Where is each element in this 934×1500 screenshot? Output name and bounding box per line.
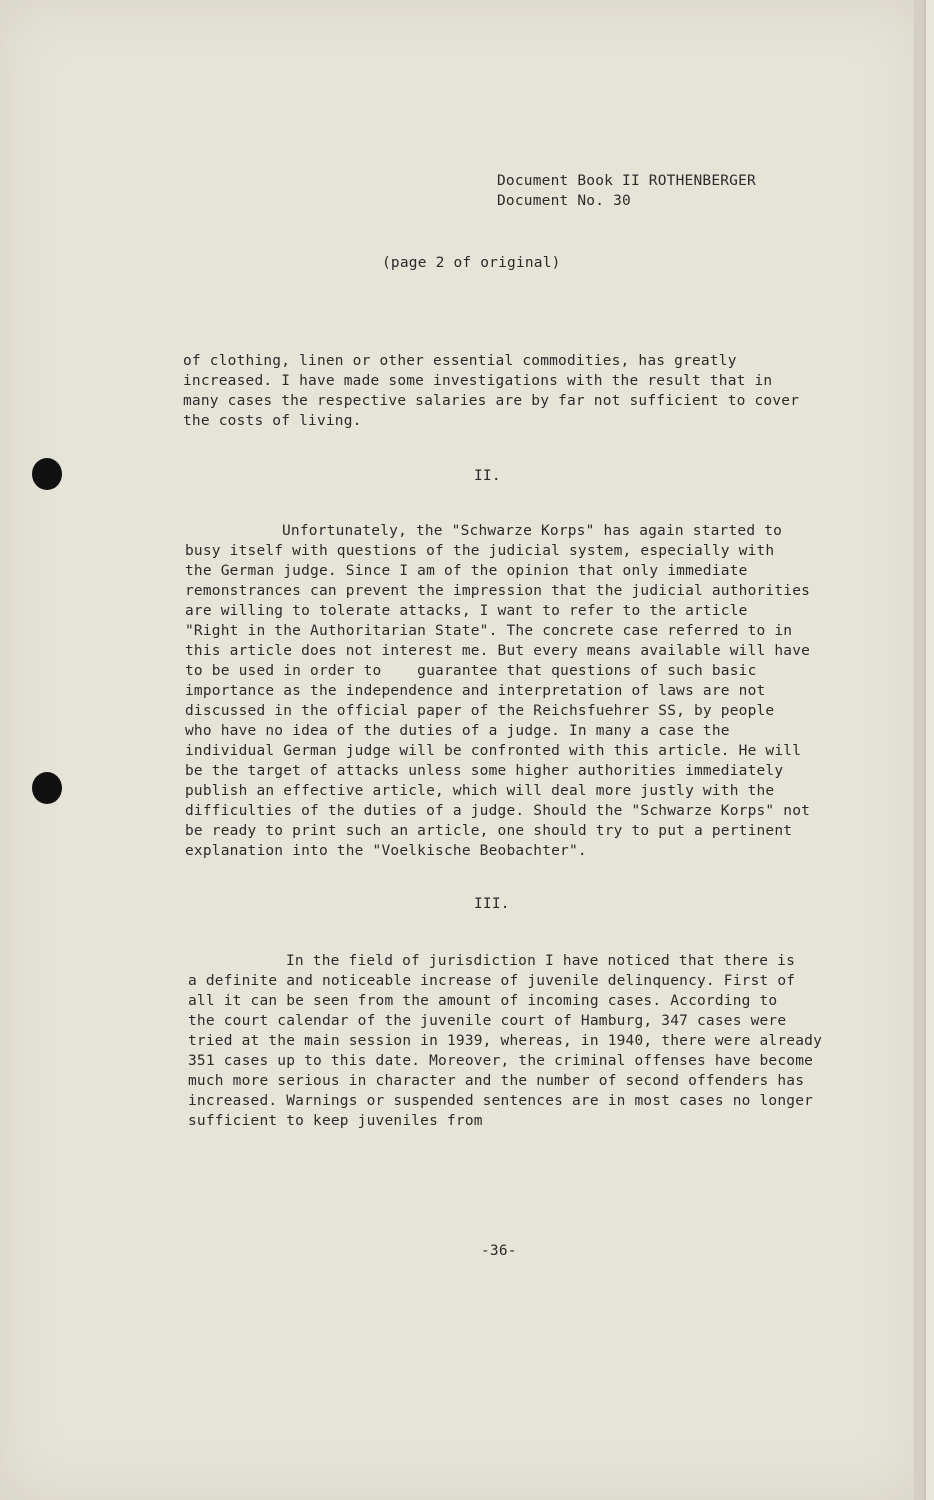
- section3-line: tried at the main session in 1939, whereas, in 1940, there were already: [188, 1033, 823, 1049]
- section3-line: In the field of jurisdiction I have noticed that there is: [286, 953, 795, 969]
- section2-line: publish an effective article, which will deal more justly with the: [185, 783, 775, 799]
- section2-line: who have no idea of the duties of a judge. In many a case the: [185, 723, 730, 739]
- section2-line: be the target of attacks unless some higher authorities immediately: [185, 763, 784, 779]
- document-number-label: Document No. 30: [497, 193, 631, 209]
- section3-line: all it can be seen from the amount of incoming cases. According to: [188, 993, 778, 1009]
- section2-line: are willing to tolerate attacks, I want to refer to the article: [185, 603, 748, 619]
- section2-line: difficulties of the duties of a judge. Should the "Schwarze Korps" not: [185, 803, 811, 819]
- section2-line: importance as the independence and interpretation of laws are not: [185, 683, 766, 699]
- intro-line: of clothing, linen or other essential commodities, has greatly: [183, 353, 737, 369]
- section3-line: increased. Warnings or suspended sentences are in most cases no longer: [188, 1093, 814, 1109]
- section3-line: 351 cases up to this date. Moreover, the criminal offenses have become: [188, 1053, 814, 1069]
- section2-line: "Right in the Authoritarian State". The concrete case referred to in: [185, 623, 793, 639]
- section2-line: individual German judge will be confronted with this article. He will: [185, 743, 802, 759]
- section-heading-ii: II.: [474, 468, 501, 484]
- section2-line: discussed in the official paper of the Reichsfuehrer SS, by people: [185, 703, 775, 719]
- section2-line: to be used in order to guarantee that questions of such basic: [185, 663, 757, 679]
- section3-line: the court calendar of the juvenile court of Hamburg, 347 cases were: [188, 1013, 787, 1029]
- section3-line: a definite and noticeable increase of juvenile delinquency. First of: [188, 973, 796, 989]
- section3-line: much more serious in character and the number of second offenders has: [188, 1073, 805, 1089]
- section2-line: explanation into the "Voelkische Beobachter".: [185, 843, 587, 859]
- punch-hole-bottom: [32, 772, 62, 804]
- page-of-original-note: (page 2 of original): [382, 255, 561, 271]
- section3-line: sufficient to keep juveniles from: [188, 1113, 483, 1129]
- intro-line: the costs of living.: [183, 413, 362, 429]
- document-book-label: Document Book II ROTHENBERGER: [497, 173, 756, 189]
- section2-line: busy itself with questions of the judicial system, especially with: [185, 543, 775, 559]
- page-edge: [914, 0, 924, 1500]
- section2-line: remonstrances can prevent the impression that the judicial authorities: [185, 583, 811, 599]
- intro-line: many cases the respective salaries are by far not sufficient to cover: [183, 393, 800, 409]
- intro-line: increased. I have made some investigations with the result that in: [183, 373, 773, 389]
- section2-line: the German judge. Since I am of the opinion that only immediate: [185, 563, 748, 579]
- punch-hole-top: [32, 458, 62, 490]
- page-number: -36-: [481, 1243, 517, 1259]
- section-heading-iii: III.: [474, 896, 510, 912]
- section2-line: be ready to print such an article, one should try to put a pertinent: [185, 823, 793, 839]
- section2-line: Unfortunately, the "Schwarze Korps" has again started to: [282, 523, 783, 539]
- section2-line: this article does not interest me. But every means available will have: [185, 643, 811, 659]
